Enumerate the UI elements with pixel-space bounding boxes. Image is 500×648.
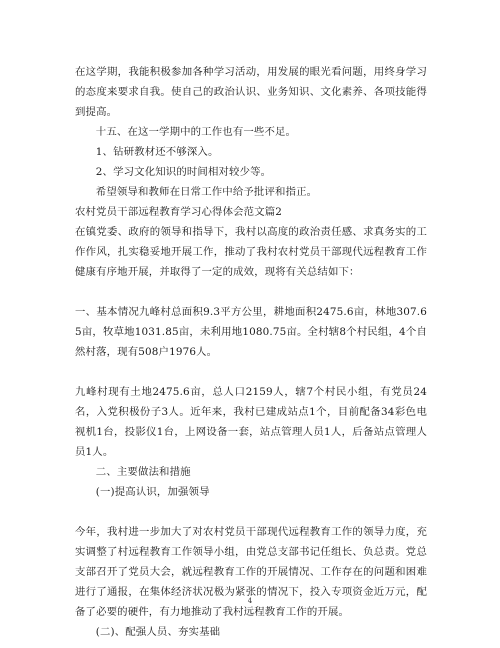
paragraph-introduction: 在镇党委、政府的领导和指导下，我村以高度的政治责任感、求真务实的工作作风，扎实稳妥地开展工作，推动了我村农村党员干部现代远程教育工作健康有序地开展，并取得了一定的成效，现将有关总结如下： — [75, 226, 427, 278]
heading-staffing: (二)、配强人员、夯实基础 — [95, 626, 221, 638]
paragraph-study-summary: 在这学期，我能积极参加各种学习活动，用发展的眼光看问题，用终身学习的态度来要求自我。使自己的政治认识、业务知识、文化素养、各项技能得到提高。 — [75, 66, 427, 118]
section-title: 农村党员干部远程教育学习心得体会范文篇2 — [75, 206, 283, 218]
paragraph-shortcoming-2: 2、学习文化知识的时间相对较少等。 — [95, 166, 272, 178]
paragraph-village-stats: 九峰村现有土地2475.6亩，总人口2159人，辖7个村民小组，有党员24名，入党积极份子3人。近年来，我村已建成站点1个，目前配备34彩色电视机1台，投影仪1台，上网设备一套，站点管理人员1人，后备站点管理人员1人。 — [75, 386, 427, 458]
paragraph-request-feedback: 希望领导和教师在日常工作中给予批评和指正。 — [95, 186, 318, 198]
paragraph-shortcomings-heading: 十五、在这一学期中的工作也有一些不足。 — [95, 126, 297, 138]
heading-raise-awareness: (一)提高认识，加强领导 — [95, 486, 210, 498]
page-number: 4 — [247, 597, 253, 605]
paragraph-shortcoming-1: 1、钻研教材还不够深入。 — [95, 146, 219, 158]
paragraph-basic-situation: 一、基本情况九峰村总面积9.3平方公里，耕地面积2475.6亩，林地307.65亩，牧草地1031.85亩，未利用地1080.75亩。全村辖8个村民组，4个自然村落，现有508户1976人。 — [75, 306, 427, 358]
paragraph-leadership: 今年，我村进一步加大了对农村党员干部现代远程教育工作的领导力度，充实调整了村远程教育工作领导小组，由党总支部书记任组长、负总责。党总支部召开了党员大会，就远程教育工作的开展情况、工作存在的问题和困难进行了通报，在集体经济状况极为紧张的情况下，投入专项资金近万元，配备了必要的硬件，有力地推动了我村远程教育工作的开展。 — [75, 526, 427, 618]
heading-main-measures: 二、主要做法和措施 — [95, 466, 191, 478]
document-body — [75, 62, 427, 642]
